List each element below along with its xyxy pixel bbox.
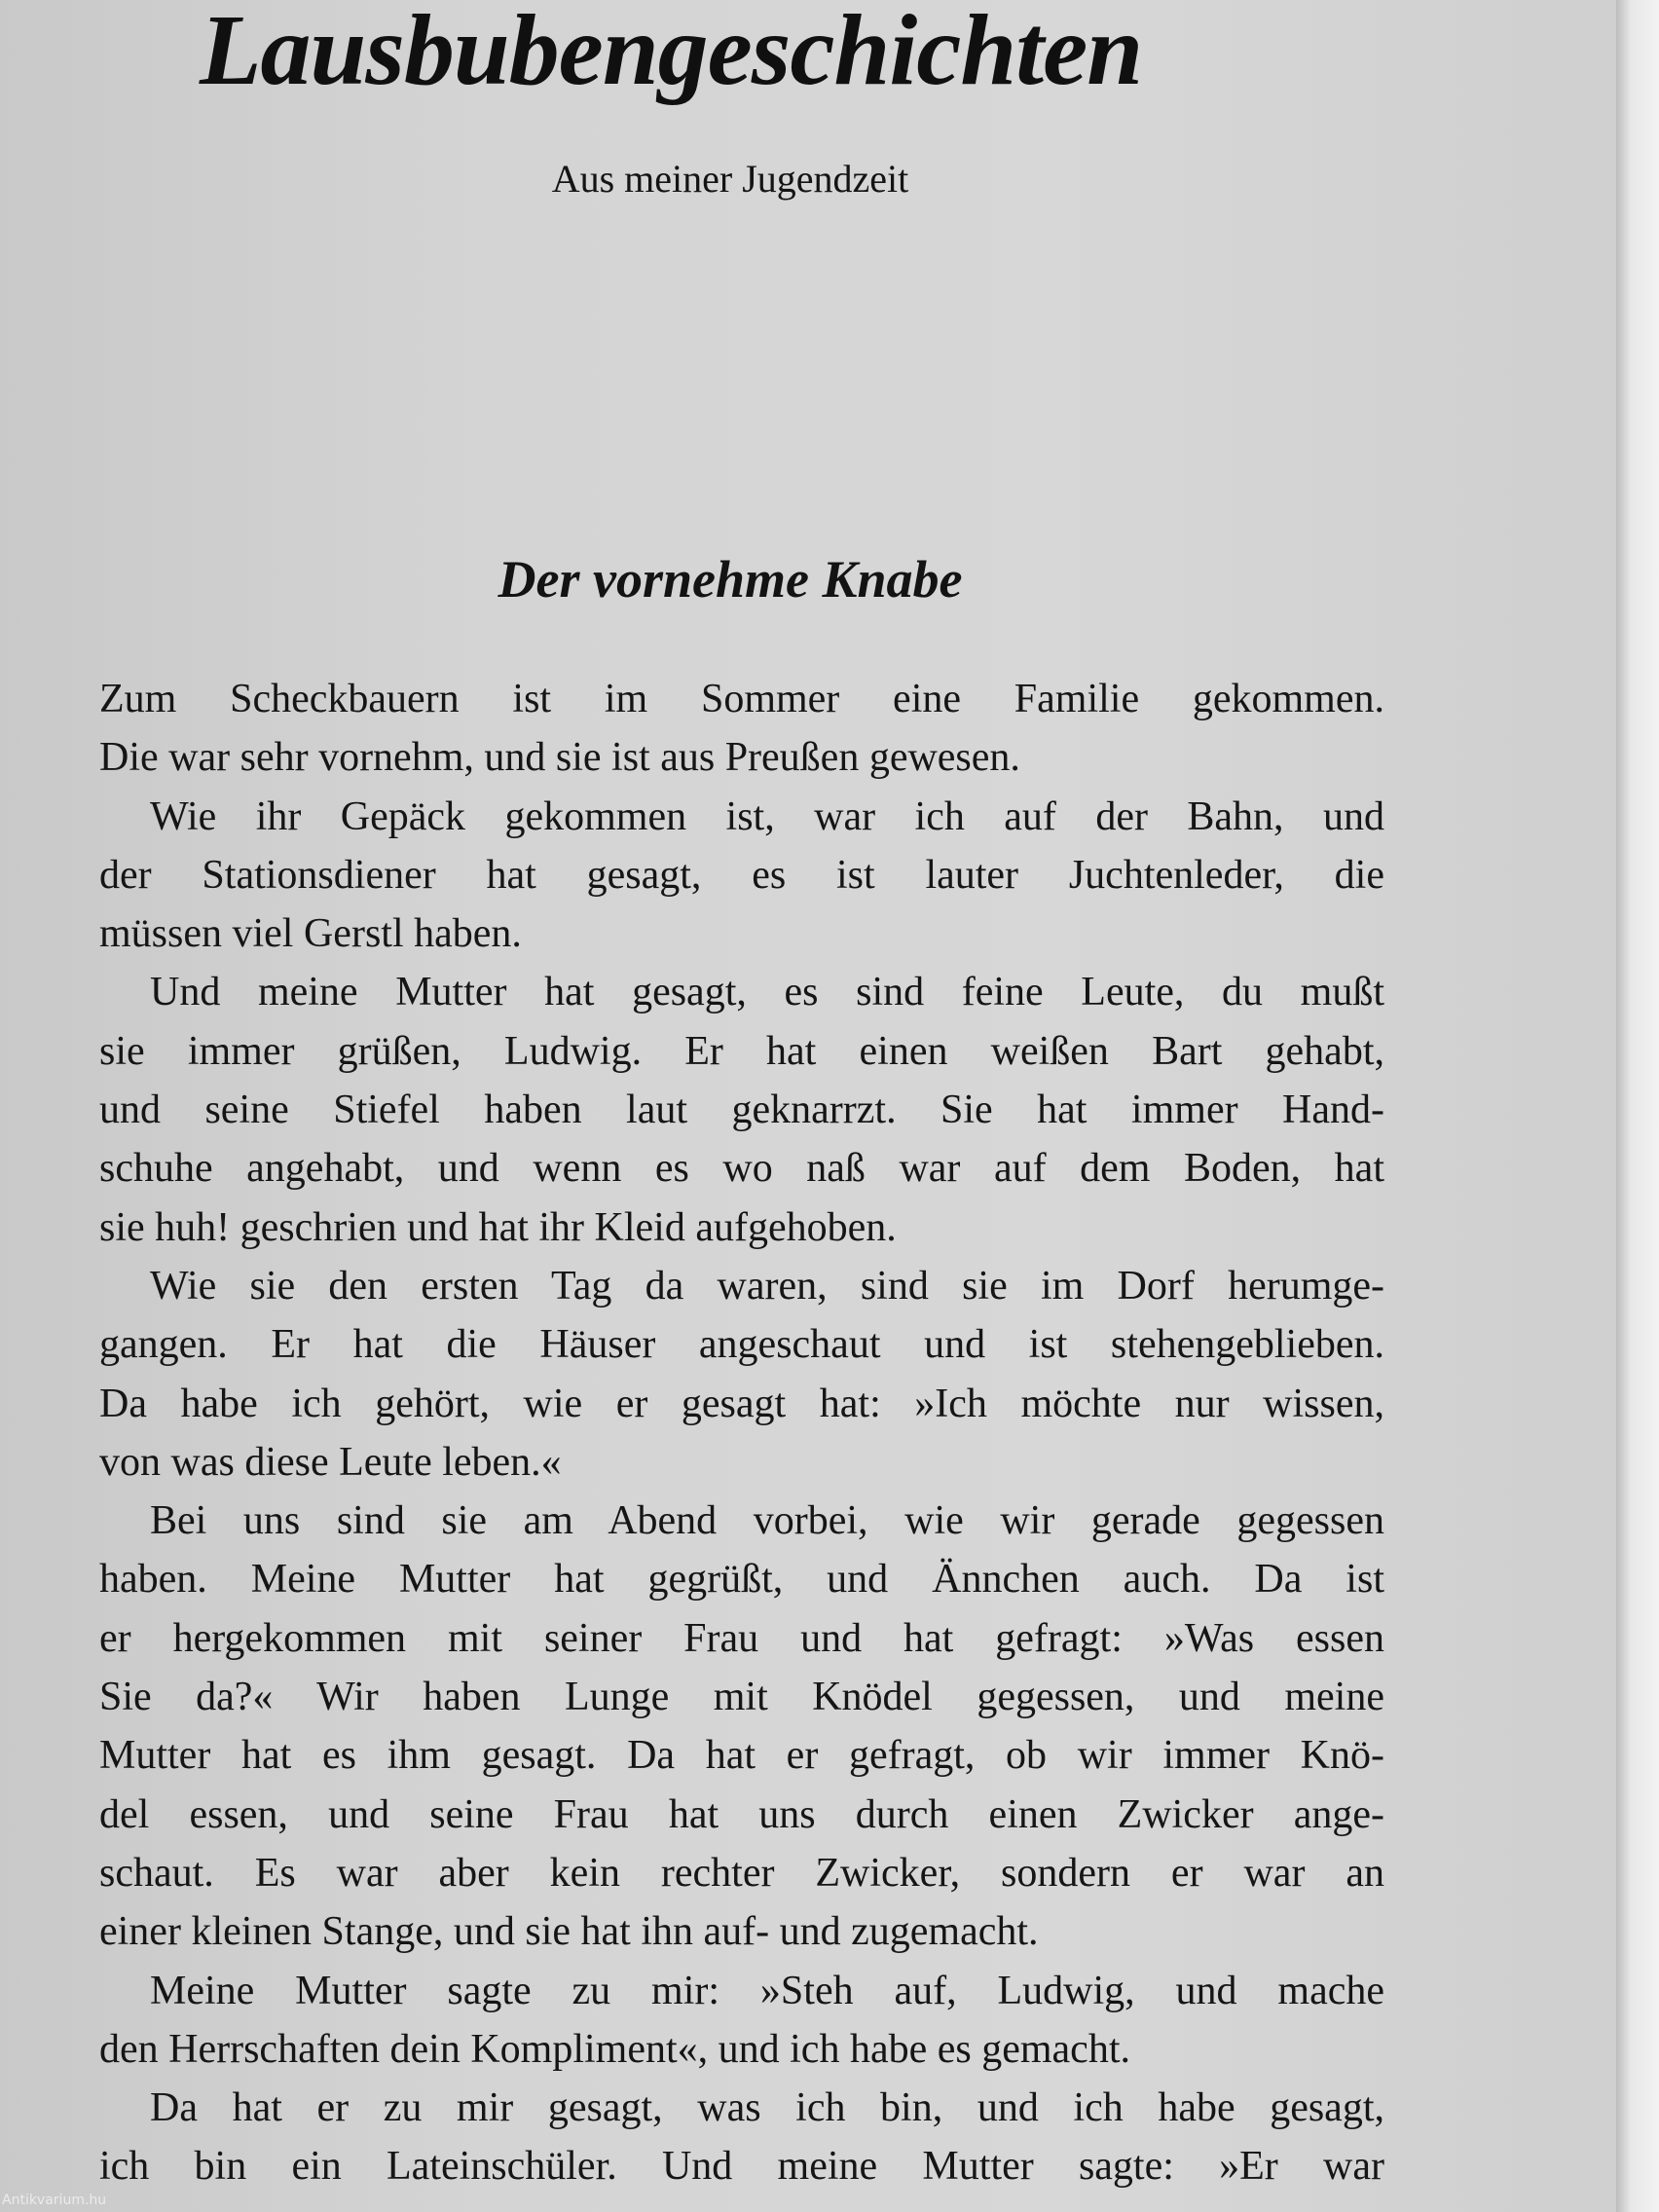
text-line: Wie ihr Gepäck gekommen ist, war ich auf der Bahn, und <box>150 793 1384 839</box>
text-line: Zum Scheckbauern ist im Sommer eine Familie gekommen. <box>99 677 1384 721</box>
text-line: er hergekommen mit seiner Frau und hat gefragt: »Was essen <box>99 1615 1384 1661</box>
text-line: del essen, und seine Frau hat uns durch einen Zwicker ange- <box>99 1791 1384 1837</box>
text-line: Wie sie den ersten Tag da waren, sind sie im Dorf herumge- <box>150 1263 1384 1309</box>
text-line: gangen. Er hat die Häuser angeschaut und ist stehengeblieben. <box>99 1322 1384 1368</box>
text-line: Sie da?« Wir haben Lunge mit Knödel gegessen, und meine <box>99 1675 1384 1720</box>
chapter-body <box>99 670 1384 2196</box>
text-line: Mutter hat es ihm gesagt. Da hat er gefragt, ob wir immer Knö- <box>99 1733 1384 1779</box>
text-line: schuhe angehabt, und wenn es wo naß war auf dem Boden, hat <box>99 1146 1384 1192</box>
text-line: den Herrschaften dein Kompliment«, und ich habe es gemacht. <box>99 2026 1130 2072</box>
text-line: Und meine Mutter hat gesagt, es sind feine Leute, du mußt <box>150 970 1384 1015</box>
text-line: Die war sehr vornehm, und sie ist aus Preußen gewesen. <box>99 735 1020 781</box>
chapter-title: Der vornehme Knabe <box>498 550 963 608</box>
text-line: haben. Meine Mutter hat gegrüßt, und Ännchen auch. Da ist <box>99 1557 1384 1603</box>
text-line: und seine Stiefel haben laut geknarrzt. Sie hat immer Hand- <box>99 1088 1384 1133</box>
text-line: Bei uns sind sie am Abend vorbei, wie wir gerade gegessen <box>150 1498 1384 1544</box>
page-edge <box>1616 0 1659 2212</box>
text-line: der Stationsdiener hat gesagt, es ist lauter Juchtenleder, die <box>99 852 1384 898</box>
text-line: sie huh! geschrien und hat ihr Kleid aufgehoben. <box>99 1204 897 1250</box>
book-subtitle: Aus meiner Jugendzeit <box>551 157 909 201</box>
text-line: ich bin ein Lateinschüler. Und meine Mutter sagte: »Er war <box>99 2144 1384 2190</box>
text-line: einer kleinen Stange, und sie hat ihn auf- und zugemacht. <box>99 1909 1039 1955</box>
text-line: Da habe ich gehört, wie er gesagt hat: »Ich möchte nur wissen, <box>99 1381 1384 1426</box>
book-title: Lausbubengeschichten <box>200 0 1143 106</box>
text-line: müssen viel Gerstl haben. <box>99 911 522 957</box>
watermark: Antikvarium.hu <box>2 2193 107 2208</box>
text-line: von was diese Leute leben.« <box>99 1439 562 1485</box>
text-line: schaut. Es war aber kein rechter Zwicker, sondern er war an <box>99 1850 1384 1896</box>
text-line: sie immer grüßen, Ludwig. Er hat einen weißen Bart gehabt, <box>99 1028 1384 1074</box>
text-line: Meine Mutter sagte zu mir: »Steh auf, Ludwig, und mache <box>150 1968 1384 2013</box>
text-line: Da hat er zu mir gesagt, was ich bin, und ich habe gesagt, <box>150 2085 1384 2131</box>
